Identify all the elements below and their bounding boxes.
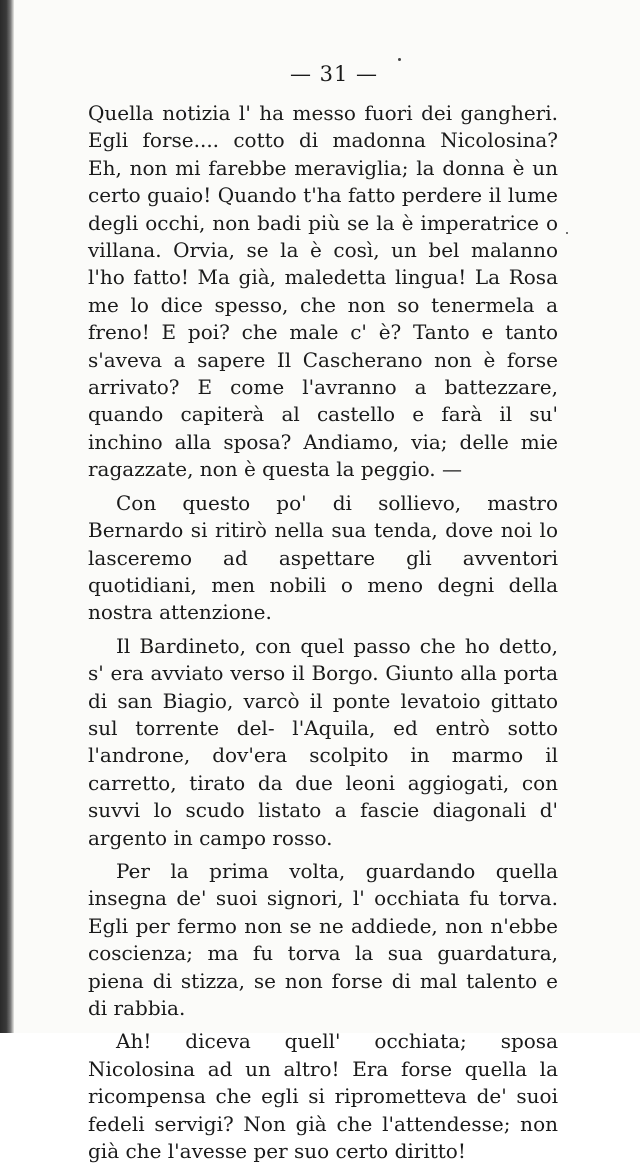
- paragraph-2: Con questo po' di sollievo, mastro Bernardo si ritirò nella sua tenda, dove noi lo lasceremo ad aspettare gli avventori quotidiani, men nobili o meno degni della nostra attenzione.: [88, 490, 558, 625]
- paragraph-1: Quella notizia l' ha messo fuori dei gangheri. Egli forse.... cotto di madonna Nicolosina? Eh, non mi farebbe meraviglia; la donna è un certo guaio! Quando t'ha fatto perdere il lume degli occhi, non badi più se la è imperatrice o villana. Orvia, se la è così, un bel malanno l'ho fatto! Ma già, maledetta lingua! La Rosa me lo dice spesso, che non so tenermela a freno! E poi? che male c' è? Tanto e tanto s'aveva a sapere Il Cascherano non è forse arrivato? E come l'avranno a battezzare, quando capiterà al castello e farà il su' inchino alla sposa? Andiamo, via; delle mie ragazzate, non è questa la peggio. —: [88, 101, 558, 482]
- page-number: — 31 —: [289, 62, 379, 86]
- paragraph-3: Il Bardineto, con quel passo che ho detto, s' era avviato verso il Borgo. Giunto alla porta di san Biagio, varcò il ponte levatoio gittato sul torrente del- l'Aquila, ed entrò sotto l'androne, dov'era scolpito in marmo il carretto, tirato da due leoni aggiogati, con suvvi lo scudo listato a fascie diagonali d' argento in campo rosso.: [88, 633, 558, 850]
- print-speck: [398, 58, 401, 61]
- paragraph-5: Ah! diceva quell' occhiata; sposa Nicolosina ad un altro! Era forse quella la ricompensa che egli si riprometteva de' suoi fedeli servigi? Non già che l'attendesse; non già che l'avesse per suo certo diritto!: [88, 1029, 558, 1164]
- text-page: [88, 62, 558, 1171]
- paragraph-4: Per la prima volta, guardando quella insegna de' suoi signori, l' occhiata fu torva. Egli per fermo non se ne addiede, non n'ebbe coscienza; ma fu torva la sua guardatura, piena di stizza, se non forse di mal talento e di rabbia.: [88, 858, 558, 1020]
- book-binding-edge: [0, 0, 14, 1033]
- print-speck: [566, 232, 568, 234]
- body-text: [88, 100, 558, 1165]
